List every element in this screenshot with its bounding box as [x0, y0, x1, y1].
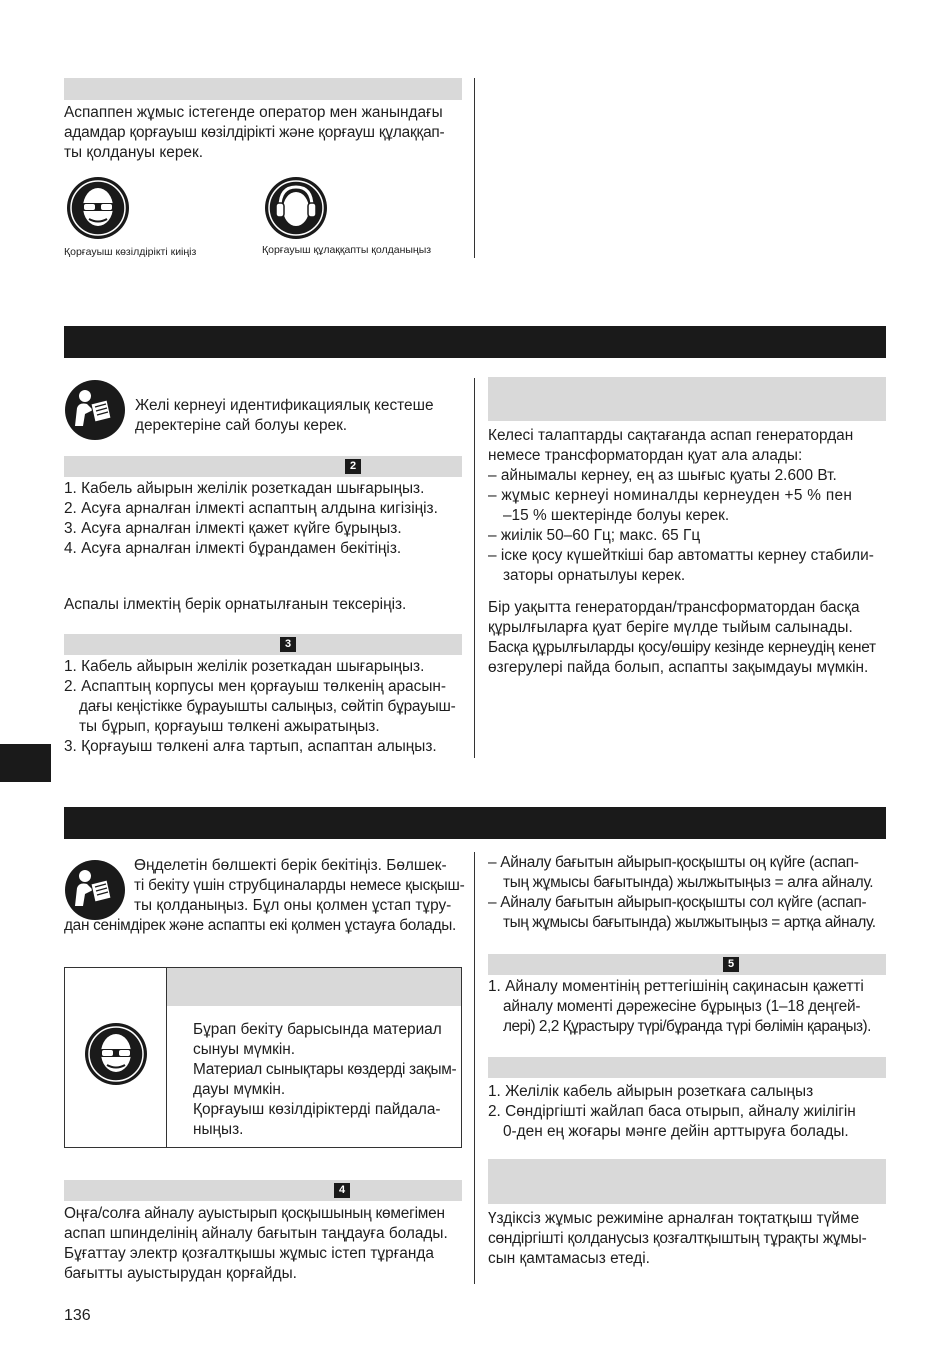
check-note: Аспалы ілмектің берік орнатылғанын тексеріңіз.: [64, 596, 407, 613]
warning-box-text: Бұрап бекіту барысында материал сынуы мүмкін. Материал сынықтары көздерді зақым- дауы мүмкін. Қорғауыш көзілдіріктерді пайдала- ныңыз.: [193, 1021, 457, 1138]
list-item: 1. Кабель айырын желілік розеткадан шығарыңыз.: [64, 658, 425, 675]
top-heading-bar: [64, 78, 462, 100]
direction-paragraph: Оңға/солға айналу ауыстырып қосқышының көмегімен аспап шпинделінің айналу бағытын таңдауға болады. Бұғаттау электр қозғалтқышы жұмыс істеп тұрғанда бағытты ауыстырудан қорғайды.: [64, 1205, 448, 1282]
generator-requirements: [488, 466, 874, 586]
figure-ref-2: 2: [345, 459, 361, 474]
warning-box-heading-bar: [167, 968, 461, 1006]
list-item: –15 % шектерінде болуы керек.: [503, 507, 730, 524]
intro-paragraph: Аспаппен жұмыс істегенде оператор мен жанындағы адамдар қорғауыш көзілдірікті және қорғауш құлаққап- ты қолдануы керек.: [64, 104, 445, 161]
list-item: 0-ден ең жоғары мәнге дейін арттыруға болады.: [503, 1123, 849, 1140]
list-item: 3. Асуға арналған ілмекті қажет күйге бұрыңыз.: [64, 520, 402, 537]
torque-steps: [488, 977, 871, 1037]
list-item: лері) 2,2 Құрастыру түрі/бұранда түрі бөлімін қараңыз).: [503, 1018, 871, 1035]
lock-button-paragraph: Үздіксіз жұмыс режиміне арналған тоқтатқыш түйме сөндіргішті қолданусыз қозғалтқыштың тұрақты жұмы- сын қамтамасыз етеді.: [488, 1210, 867, 1267]
page-number: 136: [64, 1307, 91, 1324]
generator-heading-bar: [488, 377, 886, 421]
list-item: 1. Желілік кабель айырын розеткаға салыңыз: [488, 1083, 814, 1100]
language-side-tab: [0, 744, 51, 782]
figure-ref-4: 4: [334, 1183, 350, 1198]
voltage-note: Желі кернеуі идентификациялық кестеше деректеріне сай болуы керек.: [135, 397, 434, 434]
list-item: заторы орнатылуы керек.: [503, 567, 686, 584]
generator-intro: Келесі талаптарды сақтағанда аспап генератордан немесе трансформатордан қуат ала алады:: [488, 427, 854, 464]
list-item: 2. Асуға арналған ілмекті аспаптың алдына кигізіңіз.: [64, 500, 438, 517]
earmuffs-icon: [265, 177, 327, 239]
switch-on-heading-bar: [488, 1057, 886, 1078]
list-item: тың жұмысы бағытында) жылжытыңыз = алға айналу.: [503, 874, 874, 891]
lock-button-heading-bar: [488, 1159, 886, 1204]
list-item: дағы кеңістікке бұрауышты салыңыз, сөйтіп бұрауыш-: [79, 698, 456, 715]
subheading-bar-fig3: [64, 634, 462, 655]
steps-list-b: [64, 657, 456, 757]
earmuffs-caption: Қорғауыш құлаққапты қолданыңыз: [262, 244, 432, 256]
goggles-icon-warning: [85, 1023, 147, 1085]
list-item: – жиілік 50–60 Гц; макс. 65 Гц: [488, 527, 701, 544]
list-item: – Айналу бағытын айырып-қосқышты сол күйге (аспап-: [488, 894, 867, 911]
steps-list-a: [64, 479, 438, 559]
workpiece-note: Өңделетін бөлшекті берік бекітіңіз. Бөлшек- ті бекіту үшін струбциналарды немесе қысқыш- ты қолданыңыз. Бұл оны қолмен ұстап тұру- дан сенімдірек және аспапты екі қолмен ұстауға болады.: [64, 857, 465, 934]
goggles-caption: Қорғауыш көзілдірікті киіңіз: [64, 246, 197, 258]
manual-read-icon-1: [65, 380, 125, 440]
list-item: 4. Асуға арналған ілмекті бұрандамен бекітіңіз.: [64, 540, 402, 557]
column-divider-2: [474, 852, 475, 1284]
column-divider-top: [474, 78, 475, 258]
list-item: айналу моменті дәрежесіне бұрыңыз (1–18 деңгей-: [503, 998, 861, 1015]
column-divider-1: [474, 378, 475, 758]
warning-box: [64, 967, 462, 1148]
list-item: – іске қосу күшейткіші бар автоматты кернеу стабили-: [488, 547, 874, 564]
goggles-icon: [67, 177, 129, 239]
direction-items: [488, 853, 876, 933]
switch-on-steps: [488, 1082, 856, 1142]
subheading-bar-fig5: [488, 954, 886, 975]
list-item: 2. Аспаптың корпусы мен қорғауыш төлкенің арасын-: [64, 678, 447, 695]
list-item: 1. Айналу моментінің реттегішінің сақинасын қажетті: [488, 978, 864, 995]
section1-heading-bar: [64, 326, 886, 358]
figure-ref-5: 5: [723, 957, 739, 972]
list-item: – Айналу бағытын айырып-қосқышты оң күйге (аспап-: [488, 854, 859, 871]
list-item: 3. Қорғауыш төлкені алға тартып, аспаптан алыңыз.: [64, 738, 437, 755]
generator-warning: Бір уақытта генератордан/трансформатордан басқа құрылғыларға қуат беріге мүлде тыйым салынады. Басқа құрылғыларды қосу/өшіру кезінде кернеудің кенет өзгерулері пайда болып, аспапты зақымдауы мүмкін.: [488, 599, 876, 676]
figure-ref-3: 3: [280, 637, 296, 652]
list-item: ты бұрып, қорғауыш төлкені ажыратыңыз.: [79, 718, 380, 735]
list-item: – жұмыс кернеуі номиналды кернеуден +5 % пен: [488, 487, 853, 504]
subheading-bar-fig2: [64, 456, 462, 477]
list-item: 1. Кабель айырын желілік розеткадан шығарыңыз.: [64, 480, 425, 497]
subheading-bar-fig4: [64, 1180, 462, 1201]
section2-heading-bar: [64, 807, 886, 839]
list-item: – айнымалы кернеу, ең аз шығыс қуаты 2.600 Вт.: [488, 467, 837, 484]
list-item: тың жұмысы бағытында) жылжытыңыз = артқа айналу.: [503, 914, 876, 931]
list-item: 2. Сөндіргішті жайлап баса отырып, айналу жиілігін: [488, 1103, 856, 1120]
